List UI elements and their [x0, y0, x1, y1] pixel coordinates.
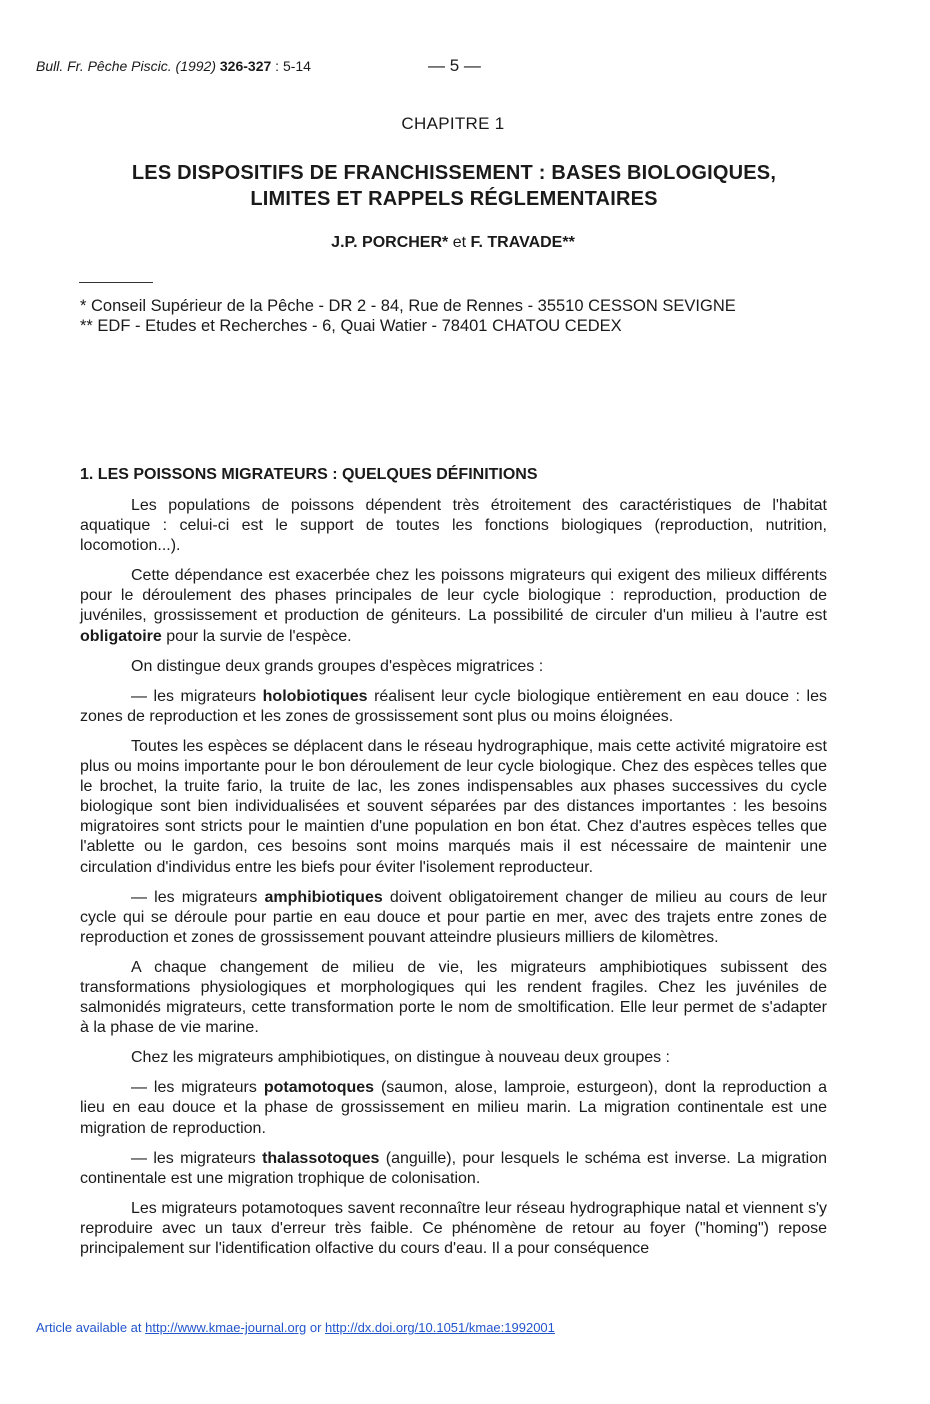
page-title	[80, 160, 828, 212]
emphasis: thalassotoques	[262, 1149, 380, 1167]
section-heading: 1. LES POISSONS MIGRATEURS : QUELQUES DÉFINITIONS	[80, 466, 538, 483]
journal-year: (1992)	[175, 58, 216, 74]
doi-link[interactable]: http://dx.doi.org/10.1051/kmae:1992001	[325, 1320, 555, 1335]
paragraph	[80, 566, 827, 646]
emphasis: holobiotiques	[262, 687, 368, 705]
affiliation-2: ** EDF - Etudes et Recherches - 6, Quai Watier - 78401 CHATOU CEDEX	[80, 317, 622, 335]
paragraph: Les populations de poissons dépendent très étroitement des caractéristiques de l'habitat aquatique : celui-ci est le support de toutes les fonctions biologiques (reproduction, nutrition, locomotion...).	[80, 497, 827, 555]
footer-prefix: Article available at	[36, 1320, 146, 1335]
journal-pages: : 5-14	[275, 58, 311, 74]
paragraph: A chaque changement de milieu de vie, les migrateurs amphibiotiques subissent des transformations physiologiques et morphologiques qui les rendent fragiles. Chez les juvéniles de salmonidés migrateurs, cette transformation porte le nom de smoltification. Elle leur permet de s'adapter à la phase de vie marine.	[80, 958, 827, 1037]
text-span: Cette dépendance est exacerbée chez les poissons migrateurs qui exigent des milieux différents pour le déroulement des phases principales de leur cycle biologique : reproduction, production de juvéniles, grossissement et production de géniteurs. La possibilité de circuler d'un milieu à l'autre est	[80, 567, 827, 625]
affiliations	[80, 296, 840, 336]
author-2: F. TRAVADE**	[470, 234, 575, 251]
paragraph: Chez les migrateurs amphibiotiques, on distingue à nouveau deux groupes :	[131, 1049, 670, 1067]
text-span: doivent obligatoirement changer de milieu au cours de leur cycle qui se déroule pour partie en eau douce et pour partie en mer, avec des trajets entre zones de reproduction et zones de grossissement pouvant atteindre plusieurs milliers de kilomètres.	[80, 888, 827, 946]
paragraph	[80, 687, 827, 727]
author-1: J.P. PORCHER*	[331, 234, 449, 251]
running-header	[36, 58, 311, 74]
emphasis: obligatoire	[80, 627, 162, 645]
text-span: réalisent leur cycle biologique entièrement en eau douce : les zones de reproduction et les zones de grossissement sont plus ou moins éloignées.	[80, 687, 827, 725]
authors	[0, 234, 906, 252]
affiliation-1: * Conseil Supérieur de la Pêche - DR 2 - 84, Rue de Rennes - 35510 CESSON SEVIGNE	[80, 297, 736, 315]
emphasis: potamotoques	[263, 1079, 375, 1097]
footer-or: or	[306, 1320, 326, 1335]
text-span: — les migrateurs	[131, 687, 263, 705]
text-span: (saumon, alose, lamproie, esturgeon), dont la reproduction a lieu en eau douce et la phase de grossissement en milieu marin. La migration continentale est une migration de reproduction.	[80, 1079, 827, 1137]
footnote-rule	[79, 282, 153, 283]
paragraph: Toutes les espèces se déplacent dans le réseau hydrographique, mais cette activité migratoire est plus ou moins importante pour le bon déroulement de leur cycle biologique. Chez des espèces telles que le brochet, la truite fario, la truite de lac, les zones indispensables aux phases successives du cycle biologique sont bien individualisées et souvent séparées par des distances importantes : les besoins migratoires sont stricts pour le maintien d'une population en bon état. Chez d'autres espèces telles que l'ablette ou le gardon, ces besoins sont moins marqués mais il est nécessaire de maintenir une circulation d'individus entre les biefs pour éviter l'isolement reproducteur.	[80, 737, 827, 876]
paragraph	[80, 1149, 827, 1189]
text-span: — les migrateurs	[131, 1079, 264, 1097]
paragraph: On distingue deux grands groupes d'espèces migratrices :	[131, 657, 544, 675]
authors-conjunction: et	[452, 234, 467, 251]
journal-link[interactable]: http://www.kmae-journal.org	[145, 1320, 307, 1335]
body-text	[80, 496, 827, 1269]
chapter-label: CHAPITRE 1	[401, 114, 505, 133]
text-span: (anguille), pour lesquels le schéma est inverse. La migration continentale est une migration trophique de colonisation.	[80, 1149, 827, 1187]
text-span: pour la survie de l'espèce.	[161, 627, 352, 645]
journal-volume: 326-327	[219, 58, 272, 74]
article-footer	[36, 1320, 555, 1335]
journal-name: Bull. Fr. Pêche Piscic.	[36, 58, 172, 74]
title-line-2: LIMITES ET RAPPELS RÉGLEMENTAIRES	[250, 188, 658, 210]
emphasis: amphibiotiques	[264, 888, 383, 906]
paragraph	[80, 888, 827, 948]
title-line-1: LES DISPOSITIFS DE FRANCHISSEMENT : BASES BIOLOGIQUES,	[131, 162, 777, 184]
text-span: — les migrateurs	[131, 888, 265, 906]
text-span: — les migrateurs	[131, 1149, 263, 1167]
paragraph	[80, 1078, 827, 1138]
paragraph: Les migrateurs potamotoques savent reconnaître leur réseau hydrographique natal et viennent s'y reproduire avec un taux d'erreur très faible. Ce phénomène de retour au foyer ("homing") repose principalement sur l'identification olfactive du cours d'eau. Il a pour conséquence	[80, 1199, 827, 1257]
page-number: — 5 —	[428, 56, 481, 75]
